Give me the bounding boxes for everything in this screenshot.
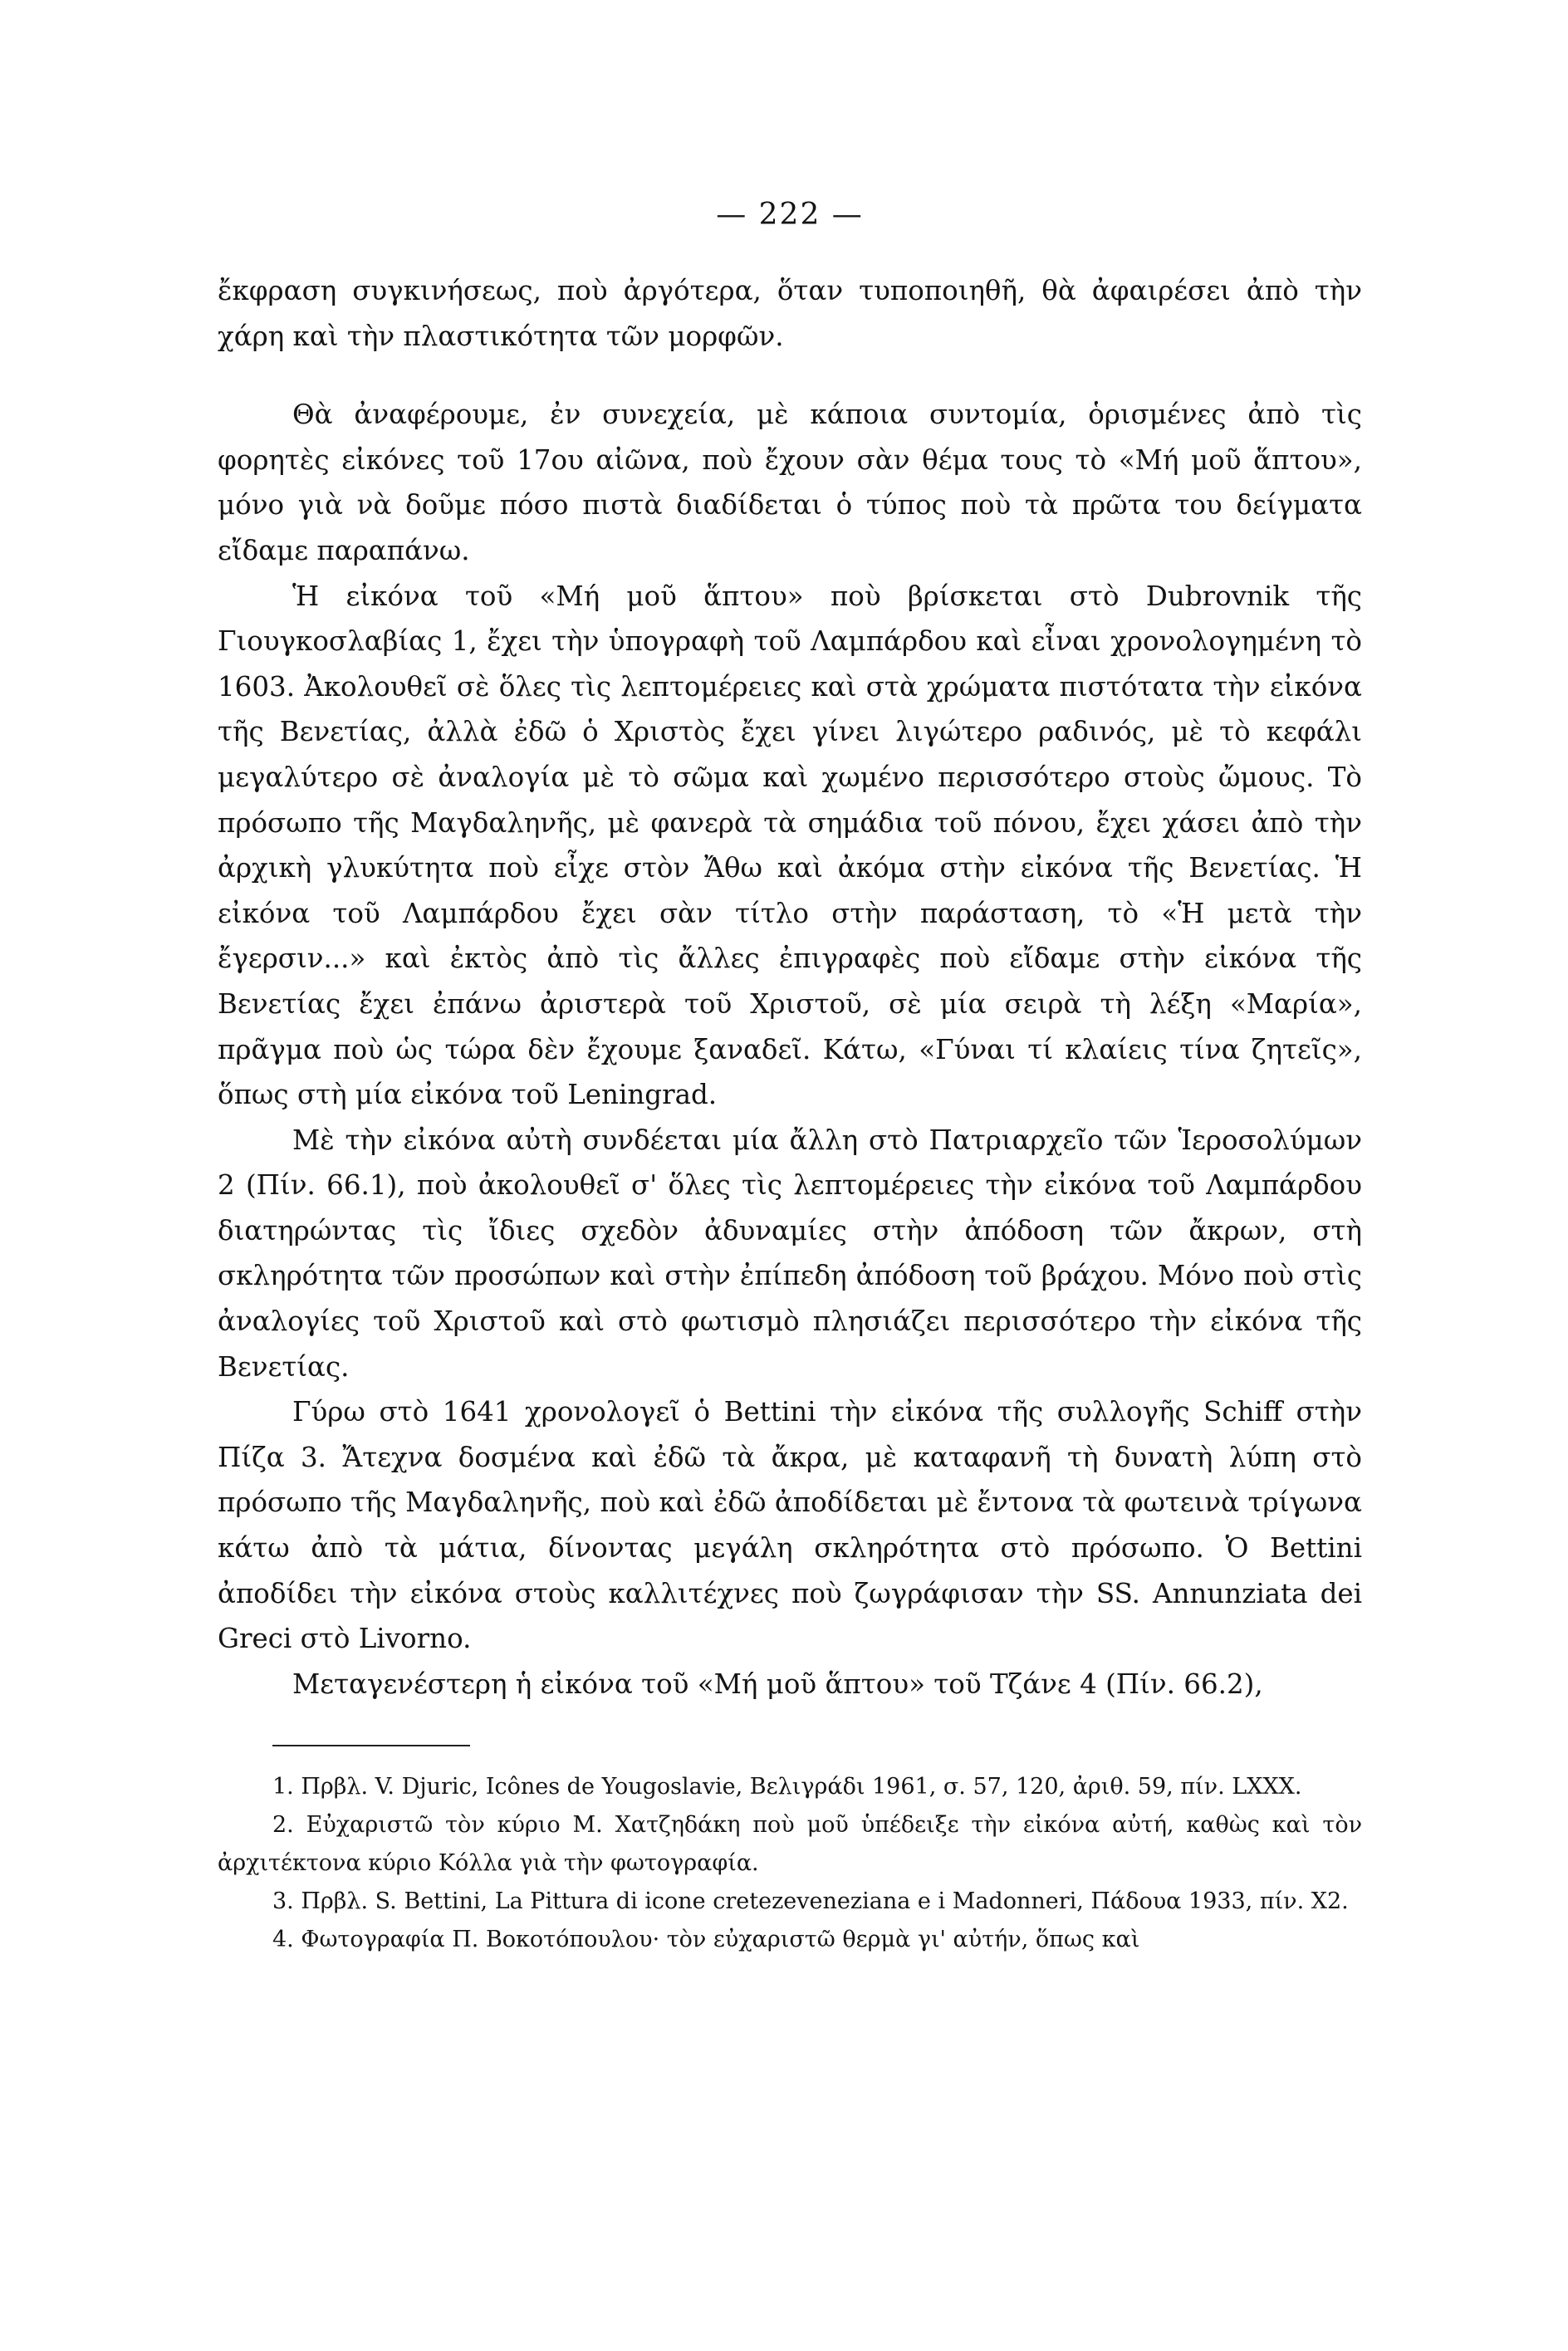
paragraph-5: Γύρω στὸ 1641 χρονολογεῖ ὁ Bettini τὴν εἰκόνα τῆς συλλογῆς Schiff στὴν Πίζα 3. Ἄτεχνα δοσμένα καὶ ἐδῶ τὰ ἄκρα, μὲ καταφανῆ τὴ δυνατὴ λύπη στὸ πρόσωπο τῆς Μαγδαληνῆς, ποὺ καὶ ἐδῶ ἀποδίδεται μὲ ἔντονα τὰ φωτεινὰ τρίγωνα κάτω ἀπὸ τὰ μάτια, δίνοντας μεγάλη σκληρότητα στὸ πρόσωπο. Ὁ Bettini ἀποδίδει τὴν εἰκόνα στοὺς καλλιτέχνες ποὺ ζωγράφισαν τὴν SS. Annunziata dei Greci στὸ Livorno.	[218, 1396, 1362, 1655]
paragraph-6: Μεταγενέστερη ἡ εἰκόνα τοῦ «Μή μοῦ ἅπτου» τοῦ Τζάνε 4 (Πίν. 66.2),	[292, 1668, 1263, 1700]
footnote-3: 3. Πρβλ. S. Bettini, La Pittura di icone cretezeveneziana e i Madonneri, Πάδουα 1933, πίν. X2.	[272, 1888, 1349, 1915]
footnote-divider	[272, 1745, 470, 1746]
paragraph-3: Ἡ εἰκόνα τοῦ «Μή μοῦ ἅπτου» ποὺ βρίσκεται στὸ Dubrovnik τῆς Γιουγκοσλαβίας 1, ἔχει τὴν ὑπογραφὴ τοῦ Λαμπάρδου καὶ εἶναι χρονολογημένη τὸ 1603. Ἀκολουθεῖ σὲ ὅλες τὶς λεπτομέρειες καὶ στὰ χρώματα πιστότατα τὴν εἰκόνα τῆς Βενετίας, ἀλλὰ ἐδῶ ὁ Χριστὸς ἔχει γίνει λιγώτερο ραδινός, μὲ τὸ κεφάλι μεγαλύτερο σὲ ἀναλογία μὲ τὸ σῶμα καὶ χωμένο περισσότερο στοὺς ὤμους. Τὸ πρόσωπο τῆς Μαγδαληνῆς, μὲ φανερὰ τὰ σημάδια τοῦ πόνου, ἔχει χάσει ἀπὸ τὴν ἀρχικὴ γλυκύτητα ποὺ εἶχε στὸν Ἄθω καὶ ἀκόμα στὴν εἰκόνα τῆς Βενετίας. Ἡ εἰκόνα τοῦ Λαμπάρδου ἔχει σὰν τίτλο στὴν παράσταση, τὸ «Ἡ μετὰ τὴν ἔγερσιν...» καὶ ἐκτὸς ἀπὸ τὶς ἄλλες ἐπιγραφὲς ποὺ εἴδαμε στὴν εἰκόνα τῆς Βενετίας ἔχει ἐπάνω ἀριστερὰ τοῦ Χριστοῦ, σὲ μία σειρὰ τὴ λέξη «Μαρία», πρᾶγμα ποὺ ὡς τώρα δὲν ἔχουμε ξαναδεῖ. Κάτω, «Γύναι τί κλαίεις τίνα ζητεῖς», ὅπως στὴ μία εἰκόνα τοῦ Leningrad.	[218, 580, 1362, 1111]
footnote-2: 2. Εὐχαριστῶ τὸν κύριο Μ. Χατζηδάκη ποὺ μοῦ ὑπέδειξε τὴν εἰκόνα αὐτή, καθὼς καὶ τὸν ἀρχιτέκτονα κύριο Κόλλα γιὰ τὴν φωτογραφία.	[218, 1812, 1362, 1877]
document-page	[218, 198, 1362, 1959]
footnote-4: 4. Φωτογραφία Π. Βοκοτόπουλου· τὸν εὐχαριστῶ θερμὰ γι' αὐτήν, ὅπως καὶ	[272, 1927, 1140, 1953]
paragraph-1: ἔκφραση συγκινήσεως, ποὺ ἀργότερα, ὅταν τυποποιηθῆ, θὰ ἀφαιρέσει ἀπὸ τὴν χάρη καὶ τὴν πλαστικότητα τῶν μορφῶν.	[218, 275, 1362, 352]
paragraph-2: Θὰ ἀναφέρουμε, ἐν συνεχεία, μὲ κάποια συντομία, ὁρισμένες ἀπὸ τὶς φορητὲς εἰκόνες τοῦ 17ου αἰῶνα, ποὺ ἔχουν σὰν θέμα τους τὸ «Μή μοῦ ἅπτου», μόνο γιὰ νὰ δοῦμε πόσο πιστὰ διαδίδεται ὁ τύπος ποὺ τὰ πρῶτα του δείγματα εἴδαμε παραπάνω.	[218, 399, 1362, 566]
body-text	[218, 268, 1362, 1707]
footnote-1: 1. Πρβλ. V. Djuric, Icônes de Yougoslavie, Βελιγράδι 1961, σ. 57, 120, ἀριθ. 59, πίν. LXXX.	[272, 1774, 1302, 1800]
footnotes	[218, 1768, 1362, 1959]
paragraph-4: Μὲ τὴν εἰκόνα αὐτὴ συνδέεται μία ἄλλη στὸ Πατριαρχεῖο τῶν Ἱεροσολύμων 2 (Πίν. 66.1), ποὺ ἀκολουθεῖ σ' ὅλες τὶς λεπτομέρειες τὴν εἰκόνα τοῦ Λαμπάρδου διατηρώντας τὶς ἴδιες σχεδὸν ἀδυναμίες στὴν ἀπόδοση τῶν ἄκρων, στὴ σκληρότητα τῶν προσώπων καὶ στὴν ἐπίπεδη ἀπόδοση τοῦ βράχου. Μόνο ποὺ στὶς ἀναλογίες τοῦ Χριστοῦ καὶ στὸ φωτισμὸ πλησιάζει περισσότερο τὴν εἰκόνα τῆς Βενετίας.	[218, 1124, 1362, 1383]
page-number: — 222 —	[716, 198, 864, 232]
